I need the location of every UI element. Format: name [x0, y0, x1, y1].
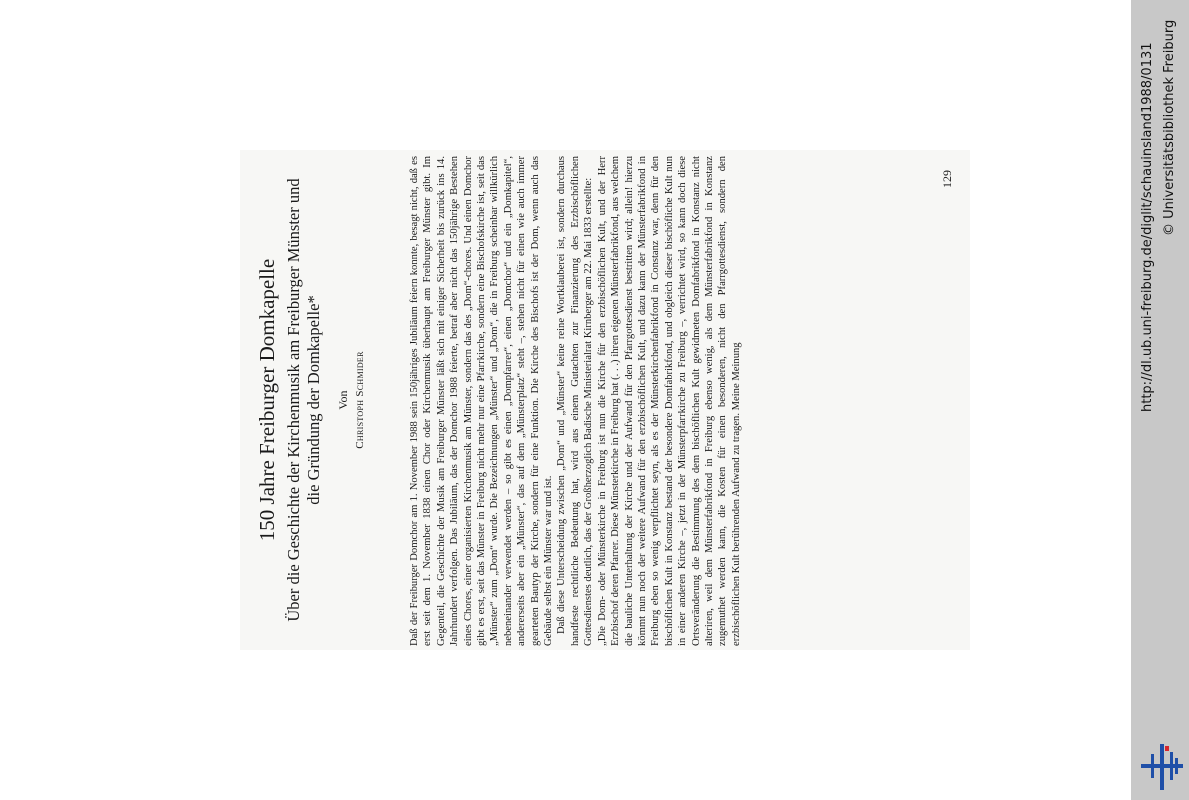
- permalink-url[interactable]: http://dl.ub.uni-freiburg.de/diglit/schauinsland1988/0131: [1140, 42, 1155, 412]
- copyright-notice: © Universitätsbibliothek Freiburg: [1162, 19, 1177, 236]
- article-body: [408, 156, 743, 646]
- paragraph-3-quote: „Die Dom- oder Münsterkirche in Freiburg ist nun die Kirche für den erzbischöflichen Kult, und der Herr Erzbischof deren Pfarrer. Diese Münsterkirche in Freiburg hat (. . .) ihren eigenen Münsterfabrikfond, aus welchem die bauliche Unterhaltung der Kirche und der Aufwand für den Pfarrgottesdienst bestritten wird; allein! hierzu kömmt nun noch der weitere Aufwand für den erzbischöflichen Kult, und dazu kann der Münsterfabrikfond in Freiburg eben so wenig verpflichtet seyn, als es der Münsterkirchenfabrikfond in Constanz war, denn für den bischöflichen Kult in Konstanz bestand der besondere Domfabrikfond, und obgleich dieser bischöfliche Kult nun in einer anderen Kirche –, jetzt in der Münsterpfarrkirche zu Freiburg –, verrichtet wird, so kann doch diese Ortsveränderung die Bestimmung des dem bischöflichen Kult gewidmeten Domfabrikfond in Konstanz nicht alteriren, weil dem Münsterfabrikfond in Freiburg ebenso wenig, als dem Münsterfabrikfond in Konstanz zugemuthet werden kann, die Kosten für einen besonderen, nicht den Pfarrgottesdienst, sondern den erzbischöflichen Kult berührenden Aufwand zu tragen. Meine Meinung: [596, 156, 742, 646]
- paragraph-1: Daß der Freiburger Domchor am 1. November 1988 sein 150jähriges Jubiläum feiern konnte, besagt nicht, daß es erst seit dem 1. November 1838 einen Chor oder Kirchenmusik überhaupt am Freiburger Münster gibt. Im Gegenteil, die Geschichte der Musik am Freiburger Münster läßt sich mit einiger Sicherheit bis zurück ins 14. Jahrhundert verfolgen. Das Jubiläum, das der Domchor 1988 feierte, betraf aber nicht das 150jährige Bestehen eines Chores, einer organisierten Kirchenmusik am Münster, sondern das des „Dom“-chores. Und einen Domchor gibt es erst, seit das Münster in Freiburg nicht mehr nur eine Pfarrkirche, sondern eine Bischofskirche ist, seit das „Münster“ zum „Dom“ wurde. Die Bezeichnungen „Münster“ und „Dom“, die in Freiburg scheinbar willkürlich nebeneinander verwendet werden – so gibt es einen „Dompfarrer“, einen „Domchor“ und ein „Domkapitel“, andererseits aber ein „Münster“, das auf dem „Münsterplatz“ steht –, stehen nicht für einen wie auch immer gearteten Bautyp der Kirche, sondern für eine Funktion. Die Kirche des Bischofs ist der Dom, wenn auch das Gebäude selbst ein Münster war und ist.: [409, 156, 555, 646]
- scanned-page: [240, 150, 970, 650]
- page-number: 129: [940, 170, 954, 188]
- page-content: [240, 150, 970, 650]
- article-title: 150 Jahre Freiburger Domkapelle: [255, 258, 279, 542]
- paragraph-2: Daß diese Unterscheidung zwischen „Dom“ und „Münster“ keine reine Wortklauberei ist, sondern durchaus handfeste rechtliche Bedeutung hat, wird aus einem Gutachten zur Finanzierung des Erzbischöflichen Gottesdienstes deutlich, das der Großherzoglich Badische Ministerialrat Kirnberger am 22. Mai 1833 erstellte:: [556, 156, 595, 646]
- article-subtitle: Über die Geschichte der Kirchenmusik am Freiburger Münster und die Gründung der Domkapelle*: [284, 178, 323, 622]
- by-label: Von: [336, 390, 350, 410]
- university-library-logo-icon: [1141, 744, 1183, 790]
- author-name: Christoph Schmider: [354, 351, 366, 449]
